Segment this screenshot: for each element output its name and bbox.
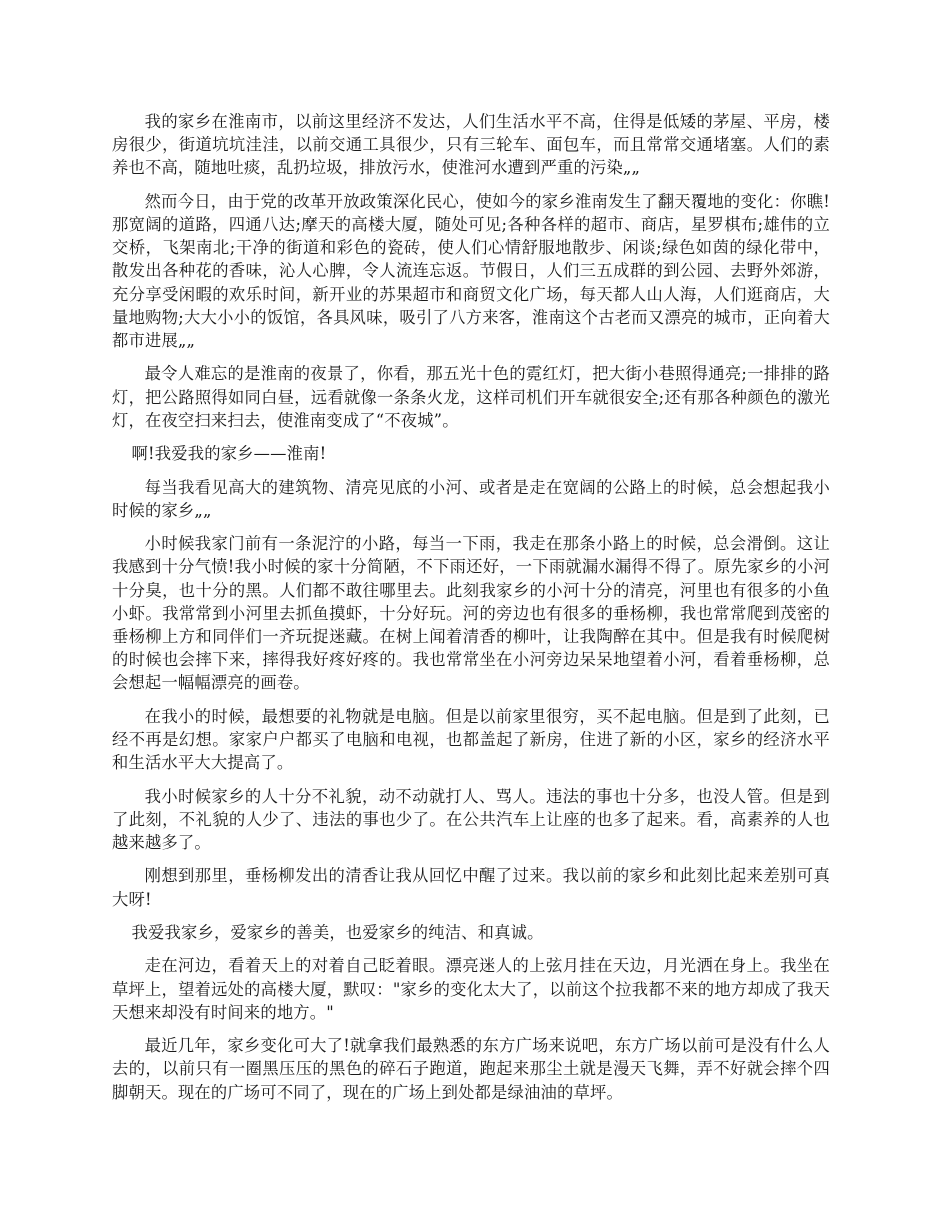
paragraph-childhood-river: 小时候我家门前有一条泥泞的小路，每当一下雨，我走在那条小路上的时候，总会滑倒。这让我感到十分气愤!我小时候的家十分简陋，不下雨还好，一下雨就漏水漏得不得了。原先家乡的小河十分臭，也十分的黑。人们都不敢往哪里去。此刻我家乡的小河十分的清亮，河里也有很多的小鱼小虾。我常常到小河里去抓鱼摸虾，十分好玩。河的旁边也有很多的垂杨柳，我也常常爬到茂密的垂杨柳上方和同伴们一齐玩捉迷藏。在树上闻着清香的柳叶，让我陶醉在其中。但是我有时候爬树的时候也会摔下来，摔得我好疼好疼的。我也常常坐在小河旁边呆呆地望着小河，看着垂杨柳，总会想起一幅幅漂亮的画卷。 — [112, 534, 830, 693]
paragraph-computer-gift: 在我小的时候，最想要的礼物就是电脑。但是以前家里很穷，买不起电脑。但是到了此刻，已经不再是幻想。家家户户都买了电脑和电视，也都盖起了新房，住进了新的小区，家乡的经济水平和生活水平大大提高了。 — [112, 706, 830, 773]
paragraph-east-square: 最近几年，家乡变化可大了!就拿我们最熟悉的东方广场来说吧，东方广场以前可是没有什么人去的，以前只有一圈黑压压的黑色的碎石子跑道，跑起来那尘土就是漫天飞舞，弄不好就会摔个四脚朝天。现在的广场可不同了，现在的广场上到处都是绿油油的草坪。 — [112, 1036, 830, 1102]
paragraph-manners: 我小时候家乡的人十分不礼貌，动不动就打人、骂人。违法的事也十分多，也没人管。但是到了此刻，不礼貌的人少了、违法的事也少了。在公共汽车上让座的也多了起来。看，高素养的人也越来越多了。 — [112, 786, 830, 852]
paragraph-exclamation: 啊!我爱我的家乡——淮南! — [131, 444, 327, 464]
paragraph-hometown-past: 我的家乡在淮南市，以前这里经济不发达，人们生活水平不高，住得是低矮的茅屋、平房，楼房很少，街道坑坑洼洼，以前交通工具很少，只有三轮车、面包车，而且常常交通堵塞。人们的素养也不高，随地吐痰，乱扔垃圾，排放污水，使淮河水遭到严重的污染„„ — [112, 112, 830, 178]
document-body — [112, 110, 830, 1114]
paragraph-riverside-moon: 走在河边，看着天上的对着自己眨着眼。漂亮迷人的上弦月挂在天边，月光洒在身上。我坐在草坪上，望着远处的高楼大厦，默叹："家乡的变化太大了，以前这个拉我都不来的地方却成了我天天想来却没有时间来的地方。" — [112, 956, 830, 1022]
paragraph-night-scene: 最令人难忘的是淮南的夜景了，你看，那五光十色的霓红灯，把大街小巷照得通亮;一排排的路灯，把公路照得如同白昼，远看就像一条条火龙，这样司机们开车就很安全;还有那各种颜色的激光灯，在夜空扫来扫去，使淮南变成了“不夜城”。 — [112, 364, 830, 430]
paragraph-awakening: 刚想到那里，垂杨柳发出的清香让我从回忆中醒了过来。我以前的家乡和此刻比起来差别可真大呀! — [112, 866, 830, 909]
paragraph-love-hometown: 我爱我家乡，爱家乡的善美，也爱家乡的纯洁、和真诚。 — [131, 922, 544, 942]
paragraph-hometown-today: 然而今日，由于党的改革开放政策深化民心，使如今的家乡淮南发生了翻天覆地的变化：你瞧!那宽阔的道路，四通八达;摩天的高楼大厦，随处可见;各种各样的超市、商店，星罗棋布;雄伟的立交桥，飞架南北;干净的街道和彩色的瓷砖，使人们心情舒服地散步、闲谈;绿色如茵的绿化带中，散发出各种花的香味，沁人心脾，令人流连忘返。节假日，人们三五成群的到公园、去野外郊游，充分享受闲暇的欢乐时间，新开业的苏果超市和商贸文化广场，每天都人山人海，人们逛商店，大量地购物;大大小小的饭馆，各具风味，吸引了八方来客，淮南这个古老而又漂亮的城市，正向着大都市进展„„ — [112, 191, 830, 351]
paragraph-memory-intro: 每当我看见高大的建筑物、清亮见底的小河、或者是走在宽阔的公路上的时候，总会想起我小时候的家乡„„ — [112, 477, 830, 520]
